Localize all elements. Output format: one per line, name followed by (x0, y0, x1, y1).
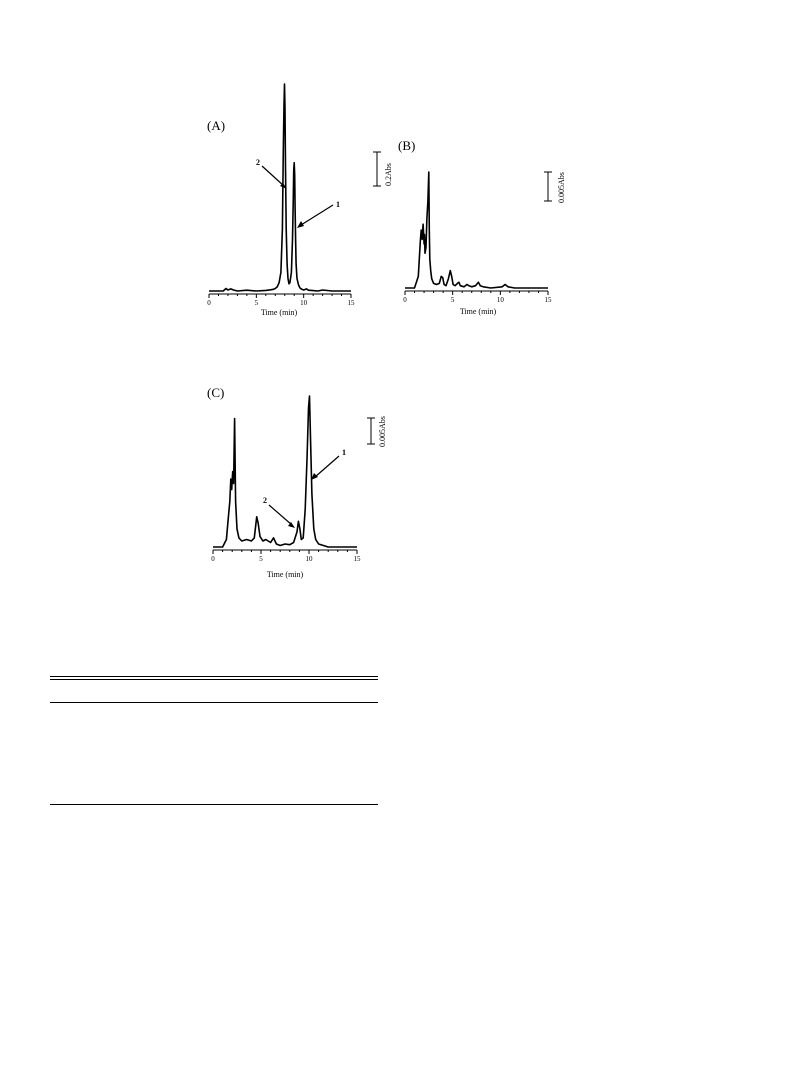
panel-c-x-tick-label: 10 (305, 555, 313, 563)
panel-c-x-tick-label: 15 (353, 555, 361, 563)
panel-c-peak-label-2: 2 (263, 496, 267, 505)
panel-c-arrow-1 (315, 456, 339, 477)
table-top-rule-double (50, 679, 378, 680)
panel-b-x-tick-label: 15 (544, 296, 552, 304)
panel-c-series-0-trace (213, 396, 357, 547)
panel-a-series-0-trace (209, 84, 351, 291)
scale-bar-label: 0.005Abs (378, 416, 387, 447)
panel-b-x-tick-label: 5 (450, 296, 455, 304)
panel-b-x-tick-label: 0 (403, 296, 407, 304)
table-header-rule (50, 702, 378, 703)
panel-a-peak-label-1: 1 (336, 200, 340, 209)
table-top-rule (50, 676, 378, 677)
panel-c-scale-bar (367, 416, 387, 447)
panel-c-x-axis-label: Time (min) (266, 570, 304, 579)
panel-a (207, 84, 393, 317)
panel-b-label: (B) (398, 138, 416, 153)
panel-b (398, 138, 566, 316)
panel-b-series-0-trace (405, 172, 548, 288)
panel-a-arrow-1 (301, 205, 333, 225)
panel-b-scale-bar (544, 172, 566, 203)
panel-a-x-tick-label: 5 (254, 299, 259, 307)
panel-c-x-tick-label: 5 (259, 555, 263, 563)
panel-c-peak-label-1: 1 (342, 448, 346, 457)
panel-a-arrow-2 (262, 166, 284, 186)
scale-bar-label: 0.2Abs (384, 163, 393, 186)
panel-c-arrow-2 (269, 505, 292, 525)
panel-a-scale-bar (373, 152, 393, 186)
panel-a-label: (A) (207, 118, 226, 133)
panel-c-x-tick-label: 0 (211, 555, 215, 563)
panel-b-x-tick-label: 10 (496, 296, 504, 304)
panel-b-x-axis-label: Time (min) (459, 307, 497, 316)
scale-bar-label: 0.005Abs (557, 172, 566, 203)
panel-a-arrowhead-1 (297, 221, 304, 228)
panel-a-x-tick-label: 10 (300, 299, 308, 307)
panel-c (207, 385, 387, 579)
panel-a-x-axis-label: Time (min) (260, 308, 298, 317)
table-bottom-rule (50, 804, 378, 805)
panel-a-x-tick-label: 15 (347, 299, 355, 307)
panel-c-label: (C) (207, 385, 225, 400)
panel-a-peak-label-2: 2 (256, 158, 260, 167)
panel-a-x-tick-label: 0 (207, 299, 211, 307)
